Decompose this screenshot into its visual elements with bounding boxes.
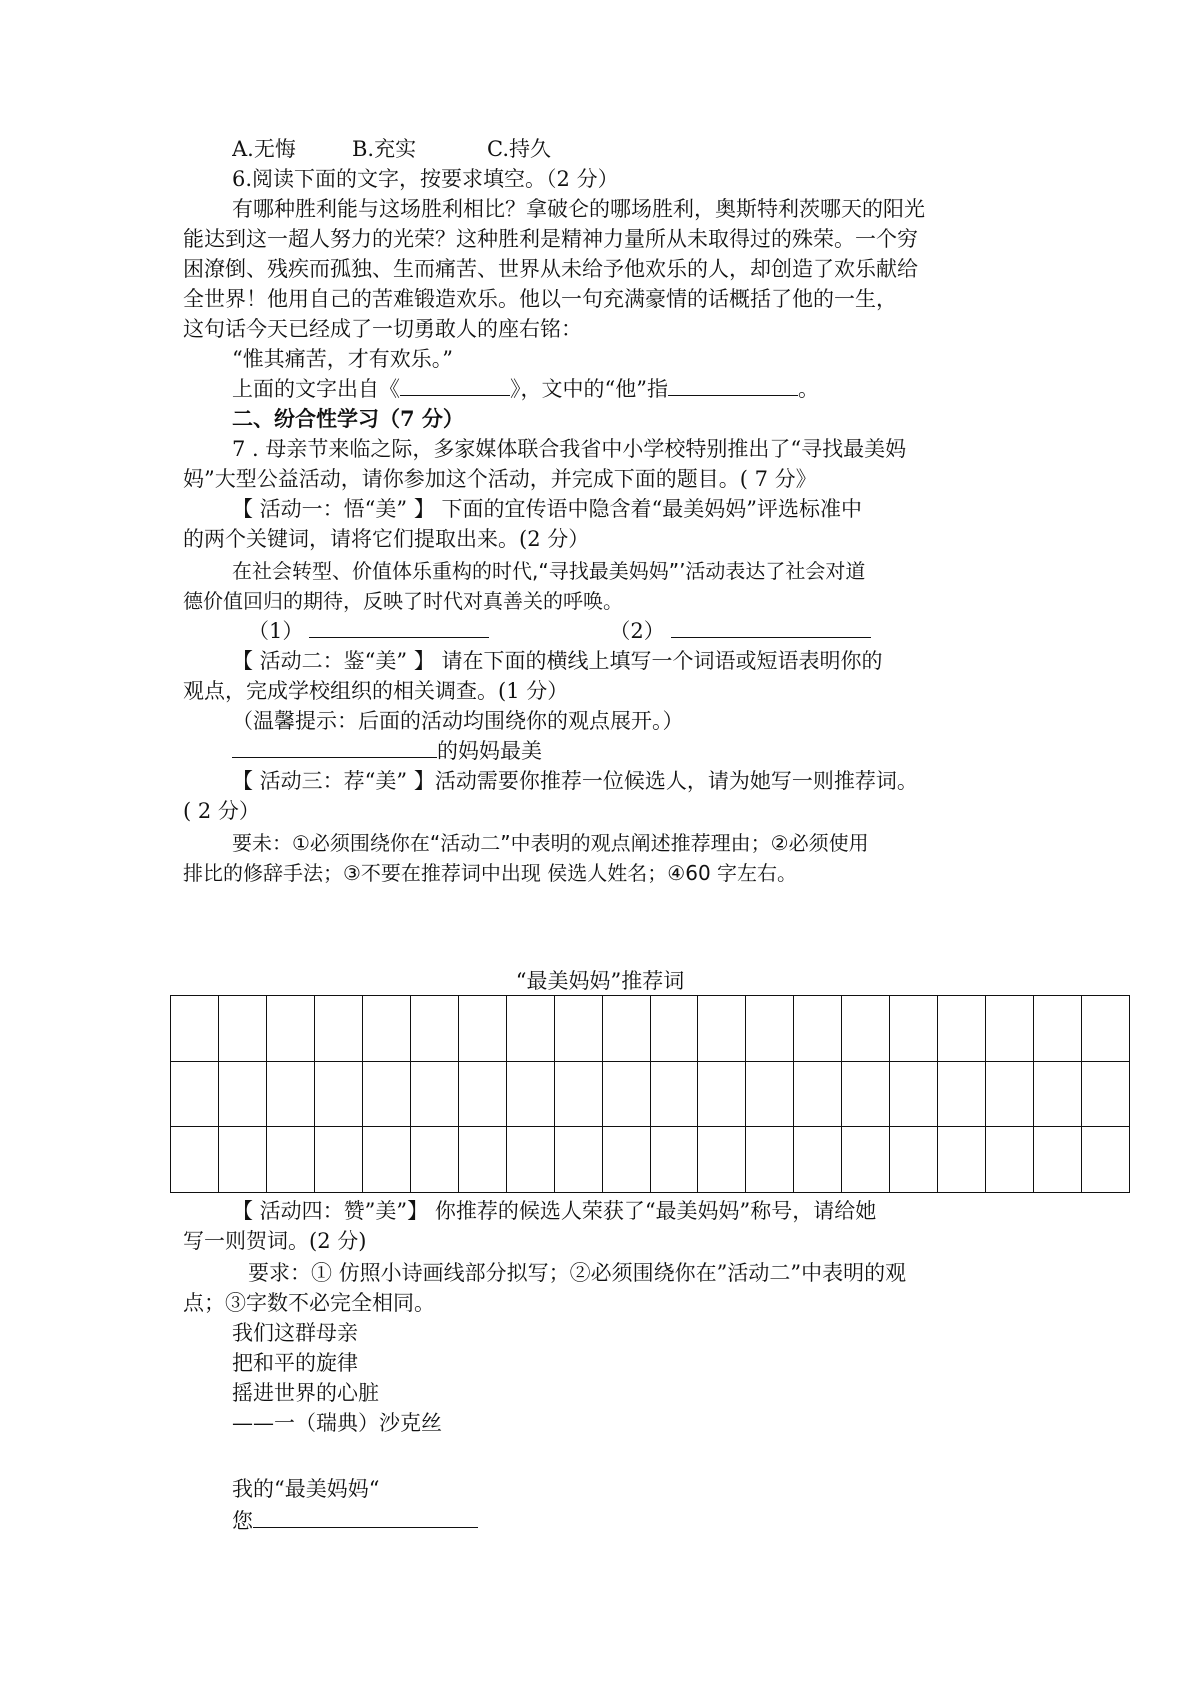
grid-cell[interactable] bbox=[890, 996, 938, 1062]
grid-cell[interactable] bbox=[555, 1062, 603, 1128]
slogan-line: 德价值回归的期待，反映了时代对真善关的呼唤。 bbox=[183, 589, 623, 613]
grid-cell[interactable] bbox=[171, 1127, 219, 1193]
grid-cell[interactable] bbox=[507, 1062, 555, 1128]
activity1-line: 的两个关键词，请将它们提取出来。(2 分） bbox=[183, 527, 590, 551]
slogan-line: 在社会转型、价值体乐重构的时代,“寻找最美妈妈”’活动表达了社会对道 bbox=[232, 559, 866, 583]
grid-cell[interactable] bbox=[411, 1062, 459, 1128]
grid-cell[interactable] bbox=[555, 996, 603, 1062]
grid-cell[interactable] bbox=[507, 1127, 555, 1193]
grid-cell[interactable] bbox=[842, 996, 890, 1062]
grid-cell[interactable] bbox=[171, 996, 219, 1062]
q7-line: 妈”大型公益活动，请你参加这个活动，并完成下面的题目。( 7 分》 bbox=[183, 467, 817, 491]
answer-prefix: 您 bbox=[232, 1509, 253, 1533]
hint: （温馨提示：后面的活动均围绕你的观点展开。） bbox=[232, 709, 684, 733]
poem-line: 把和平的旋律 bbox=[232, 1351, 358, 1375]
q7-line: 7 . 母亲节来临之际，多家媒体联合我省中小学校特别推出了“寻找最美妈 bbox=[232, 437, 907, 461]
activity4-line: 【 活动四：赞”美”】 你推荐的候选人荣获了“最美妈妈”称号，请给她 bbox=[232, 1199, 877, 1223]
grid-cell[interactable] bbox=[267, 1127, 315, 1193]
quote: “惟其痛苦，才有欢乐。” bbox=[232, 347, 453, 371]
grid-cell[interactable] bbox=[363, 996, 411, 1062]
grid-cell[interactable] bbox=[315, 1062, 363, 1128]
grid-cell[interactable] bbox=[267, 996, 315, 1062]
grid-cell[interactable] bbox=[459, 996, 507, 1062]
grid-cell[interactable] bbox=[698, 1127, 746, 1193]
answer-line: 我的“最美妈妈“ bbox=[232, 1477, 380, 1501]
grid-cell[interactable] bbox=[1034, 996, 1082, 1062]
grid-cell[interactable] bbox=[1034, 1127, 1082, 1193]
requirement4-line: 要求：① 仿照小诗画线部分拟写；②必须围绕你在”活动二”中表明的观 bbox=[248, 1261, 907, 1285]
keyword-blank-1[interactable] bbox=[309, 617, 489, 638]
grid-cell[interactable] bbox=[794, 1127, 842, 1193]
requirement3-line: 排比的修辞手法；③不要在推荐词中出现 侯选人姓名；④60 字左右。 bbox=[183, 861, 798, 885]
opinion-blank[interactable] bbox=[232, 737, 437, 758]
grid-cell[interactable] bbox=[890, 1127, 938, 1193]
grid-cell[interactable] bbox=[842, 1127, 890, 1193]
grid-cell[interactable] bbox=[651, 996, 699, 1062]
person-blank[interactable] bbox=[668, 375, 798, 396]
answer-blank[interactable] bbox=[253, 1507, 478, 1528]
fill-text-b: 》，文中的“他”指 bbox=[510, 377, 668, 401]
keyword-blank-2[interactable] bbox=[671, 617, 871, 638]
grid-cell[interactable] bbox=[651, 1062, 699, 1128]
grid-cell[interactable] bbox=[507, 996, 555, 1062]
grid-cell[interactable] bbox=[1082, 1127, 1130, 1193]
requirement4-line: 点；③字数不必完全相同。 bbox=[183, 1291, 435, 1315]
option-b: B.充实 bbox=[352, 137, 417, 161]
grid-cell[interactable] bbox=[986, 996, 1034, 1062]
grid-cell[interactable] bbox=[746, 996, 794, 1062]
passage-line: 有哪种胜利能与这场胜利相比？拿破仑的哪场胜利，奥斯特利茨哪天的阳光 bbox=[232, 197, 925, 221]
grid-title: “最美妈妈”推荐词 bbox=[515, 969, 685, 993]
requirement3-line: 要未：①必须围绕你在“活动二”中表明的观点阐述推荐理由；②必须使用 bbox=[232, 831, 869, 855]
grid-cell[interactable] bbox=[459, 1062, 507, 1128]
option-a: A.无悔 bbox=[232, 137, 296, 161]
writing-grid[interactable] bbox=[170, 995, 1130, 1193]
poem-author: ——一（瑞典）沙克丝 bbox=[232, 1411, 442, 1435]
opinion-line bbox=[232, 737, 1023, 765]
grid-cell[interactable] bbox=[986, 1127, 1034, 1193]
grid-cell[interactable] bbox=[794, 1062, 842, 1128]
grid-cell[interactable] bbox=[411, 996, 459, 1062]
grid-cell[interactable] bbox=[746, 1127, 794, 1193]
activity2-line: 【 活动二：鉴“美” 】 请在下面的横线上填写一个词语或短语表明你的 bbox=[232, 649, 883, 673]
grid-cell[interactable] bbox=[938, 996, 986, 1062]
grid-cell[interactable] bbox=[603, 996, 651, 1062]
grid-cell[interactable] bbox=[1082, 1062, 1130, 1128]
keyword-blanks bbox=[248, 617, 1023, 645]
grid-cell[interactable] bbox=[603, 1127, 651, 1193]
activity2-line: 观点，完成学校组织的相关调查。(1 分） bbox=[183, 679, 569, 703]
q6-fill-line bbox=[232, 375, 1023, 403]
grid-cell[interactable] bbox=[603, 1062, 651, 1128]
grid-cell[interactable] bbox=[1082, 996, 1130, 1062]
passage-line: 全世界！他用自己的苦难锻造欢乐。他以一句充满豪情的话概括了他的一生， bbox=[183, 287, 897, 311]
grid-cell[interactable] bbox=[219, 996, 267, 1062]
passage-line: 能达到这一超人努力的光荣？这种胜利是精神力量所从未取得过的殊荣。一个穷 bbox=[183, 227, 918, 251]
grid-cell[interactable] bbox=[171, 1062, 219, 1128]
grid-cell[interactable] bbox=[315, 1127, 363, 1193]
grid-cell[interactable] bbox=[411, 1127, 459, 1193]
grid-cell[interactable] bbox=[459, 1127, 507, 1193]
grid-cell[interactable] bbox=[651, 1127, 699, 1193]
grid-cell[interactable] bbox=[698, 996, 746, 1062]
passage-line: 困潦倒、残疾而孤独、生而痛苦、世界从未给予他欢乐的人，却创造了欢乐献给 bbox=[183, 257, 918, 281]
grid-cell[interactable] bbox=[938, 1127, 986, 1193]
passage-line: 这句话今天已经成了一切勇敢人的座右铭： bbox=[183, 317, 582, 341]
q6-prompt: 6.阅读下面的文字，按要求填空。（2 分） bbox=[232, 167, 619, 191]
grid-cell[interactable] bbox=[938, 1062, 986, 1128]
activity1-line: 【 活动一：悟“美” 】 下面的宜传语中隐含着“最美妈妈”评选标准中 bbox=[232, 497, 862, 521]
poem-line: 摇进世界的心脏 bbox=[232, 1381, 379, 1405]
activity3-line: ( 2 分） bbox=[183, 799, 260, 823]
grid-cell[interactable] bbox=[363, 1127, 411, 1193]
section2-heading: 二、纷合性学习（7 分） bbox=[232, 406, 464, 431]
blank1-label: （1） bbox=[248, 619, 304, 643]
grid-cell[interactable] bbox=[1034, 1062, 1082, 1128]
grid-cell[interactable] bbox=[842, 1062, 890, 1128]
fill-text-a: 上面的文字出自《 bbox=[232, 377, 400, 401]
fill-text-c: 。 bbox=[797, 377, 819, 401]
grid-cell[interactable] bbox=[267, 1062, 315, 1128]
opinion-suffix: 的妈妈最美 bbox=[437, 739, 542, 763]
grid-cell[interactable] bbox=[315, 996, 363, 1062]
grid-cell[interactable] bbox=[890, 1062, 938, 1128]
answer-line-2 bbox=[232, 1507, 1023, 1535]
q5-options bbox=[232, 135, 1023, 163]
grid-cell[interactable] bbox=[363, 1062, 411, 1128]
grid-cell[interactable] bbox=[746, 1062, 794, 1128]
option-c: C.持久 bbox=[487, 137, 551, 161]
grid-cell[interactable] bbox=[794, 996, 842, 1062]
grid-cell[interactable] bbox=[698, 1062, 746, 1128]
activity3-line: 【 活动三：荐“美” 】活动需要你推荐一位候选人，请为她写一则推荐词。 bbox=[232, 769, 918, 793]
activity4-line: 写一则贺词。(2 分) bbox=[183, 1229, 367, 1253]
source-blank[interactable] bbox=[400, 375, 510, 396]
grid-cell[interactable] bbox=[986, 1062, 1034, 1128]
poem-line: 我们这群母亲 bbox=[232, 1321, 358, 1345]
blank2-label: （2） bbox=[609, 619, 665, 643]
grid-cell[interactable] bbox=[219, 1062, 267, 1128]
grid-cell[interactable] bbox=[219, 1127, 267, 1193]
grid-cell[interactable] bbox=[555, 1127, 603, 1193]
